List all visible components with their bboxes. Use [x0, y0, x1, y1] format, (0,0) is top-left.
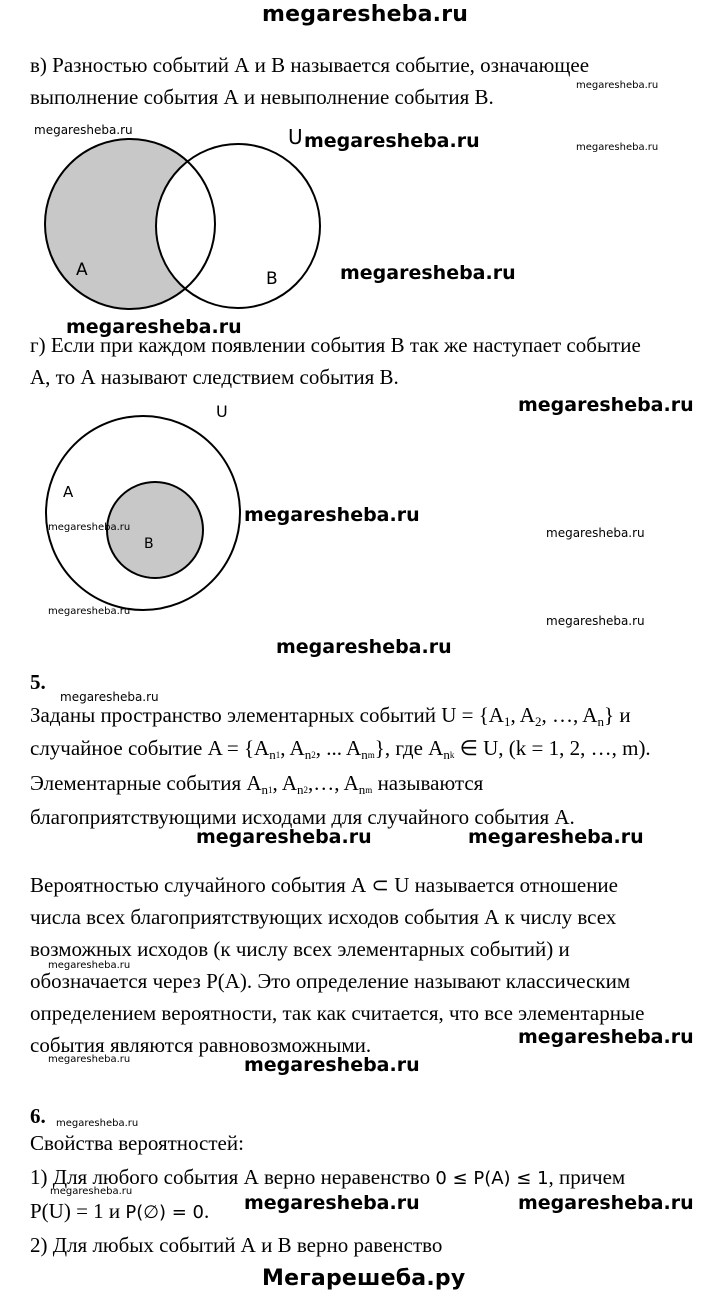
probability-definition-line-1: Вероятностью случайного события А ⊂ U называется отношение	[30, 873, 618, 897]
watermark-bold: megaresheba.ru	[340, 262, 516, 284]
watermark-small: megaresheba.ru	[34, 123, 133, 137]
difference-venn-diagram	[0, 120, 340, 320]
universe-label: U	[288, 125, 303, 149]
watermark-bold: megaresheba.ru	[244, 1054, 420, 1076]
section-6-line-1: Свойства вероятностей:	[30, 1131, 244, 1155]
watermark-bold: megaresheba.ru	[66, 316, 242, 338]
watermark-small: megaresheba.ru	[56, 1118, 139, 1129]
consequence-venn-diagram	[30, 395, 260, 625]
watermark-small: megaresheba.ru	[48, 606, 131, 617]
section-5-line-4: благоприятствующими исходами для случайного события А.	[30, 805, 575, 829]
section-g-line-2: А, то А называют следствием события В.	[30, 365, 399, 389]
watermark-bold: megaresheba.ru	[244, 1192, 420, 1214]
set-a-label: A	[63, 483, 74, 501]
probability-definition-line-6: события являются равновозможными.	[30, 1033, 372, 1057]
watermark-small: megaresheba.ru	[48, 1054, 131, 1065]
watermark-small: megaresheba.ru	[50, 1186, 133, 1197]
watermark-small: megaresheba.ru	[48, 960, 131, 971]
section-g-line-1: г) Если при каждом появлении события В так же наступает событие	[30, 333, 641, 357]
probability-definition-line-4: обозначается через Р(А). Это определение называют классическим	[30, 969, 631, 993]
probability-definition-line-2: числа всех благоприятствующих исходов события А к числу всех	[30, 905, 617, 929]
section-6-line-2: 1) Для любого события А верно неравенство 0 ≤ P(A) ≤ 1, причем	[30, 1165, 626, 1189]
section-5-line-3: Элементарные события $A_n1$, $A_n2,\dots$, $A_nm$ называются	[30, 771, 484, 797]
watermark-bold: megaresheba.ru	[518, 1026, 694, 1048]
section-v-line-1: в) Разностью событий А и В называется событие, означающее	[30, 53, 590, 77]
section-5-line-2: случайное событие $A = \{A_n1$, $A_n2$, ... $A_nm$}, где $A_nk$ ∈ U, (k = 1, 2, …, m).	[30, 736, 651, 762]
watermark-small: megaresheba.ru	[546, 526, 645, 540]
watermark-bold: megaresheba.ru	[196, 826, 372, 848]
section-5-line-1: Заданы пространство элементарных событий $U = \{A_1$, $A_2$, …, $A_n$} и	[30, 703, 631, 729]
universe-label: U	[216, 402, 228, 421]
watermark-small: megaresheba.ru	[48, 522, 131, 533]
section-6-number: 6.	[30, 1104, 46, 1128]
section-5-number: 5.	[30, 670, 46, 694]
section-v-line-2: выполнение события А и невыполнение события В.	[30, 85, 494, 109]
set-a-label: A	[76, 260, 88, 280]
footer-watermark: Мегарешеба.ру	[262, 1266, 466, 1291]
section-6-line-3: P(U) = 1 и P(∅) = 0.	[30, 1199, 210, 1223]
set-b-label: B	[266, 269, 278, 289]
watermark-bold: megaresheba.ru	[304, 130, 480, 152]
watermark-small: megaresheba.ru	[576, 142, 659, 153]
watermark-small: megaresheba.ru	[546, 614, 645, 628]
watermark-small: megaresheba.ru	[576, 80, 659, 91]
watermark-bold: megaresheba.ru	[244, 504, 420, 526]
header-watermark: megaresheba.ru	[262, 2, 469, 27]
watermark-small: megaresheba.ru	[60, 690, 159, 704]
watermark-bold: megaresheba.ru	[518, 394, 694, 416]
watermark-bold: megaresheba.ru	[518, 1192, 694, 1214]
watermark-bold: megaresheba.ru	[276, 636, 452, 658]
probability-definition-line-5: определением вероятности, так как считается, что все элементарные	[30, 1001, 645, 1025]
section-6-line-4: 2) Для любых событий А и В верно равенство	[30, 1233, 443, 1257]
watermark-bold: megaresheba.ru	[468, 826, 644, 848]
probability-definition-line-3: возможных исходов (к числу всех элементарных событий) и	[30, 937, 570, 961]
set-b-label: B	[144, 536, 154, 552]
